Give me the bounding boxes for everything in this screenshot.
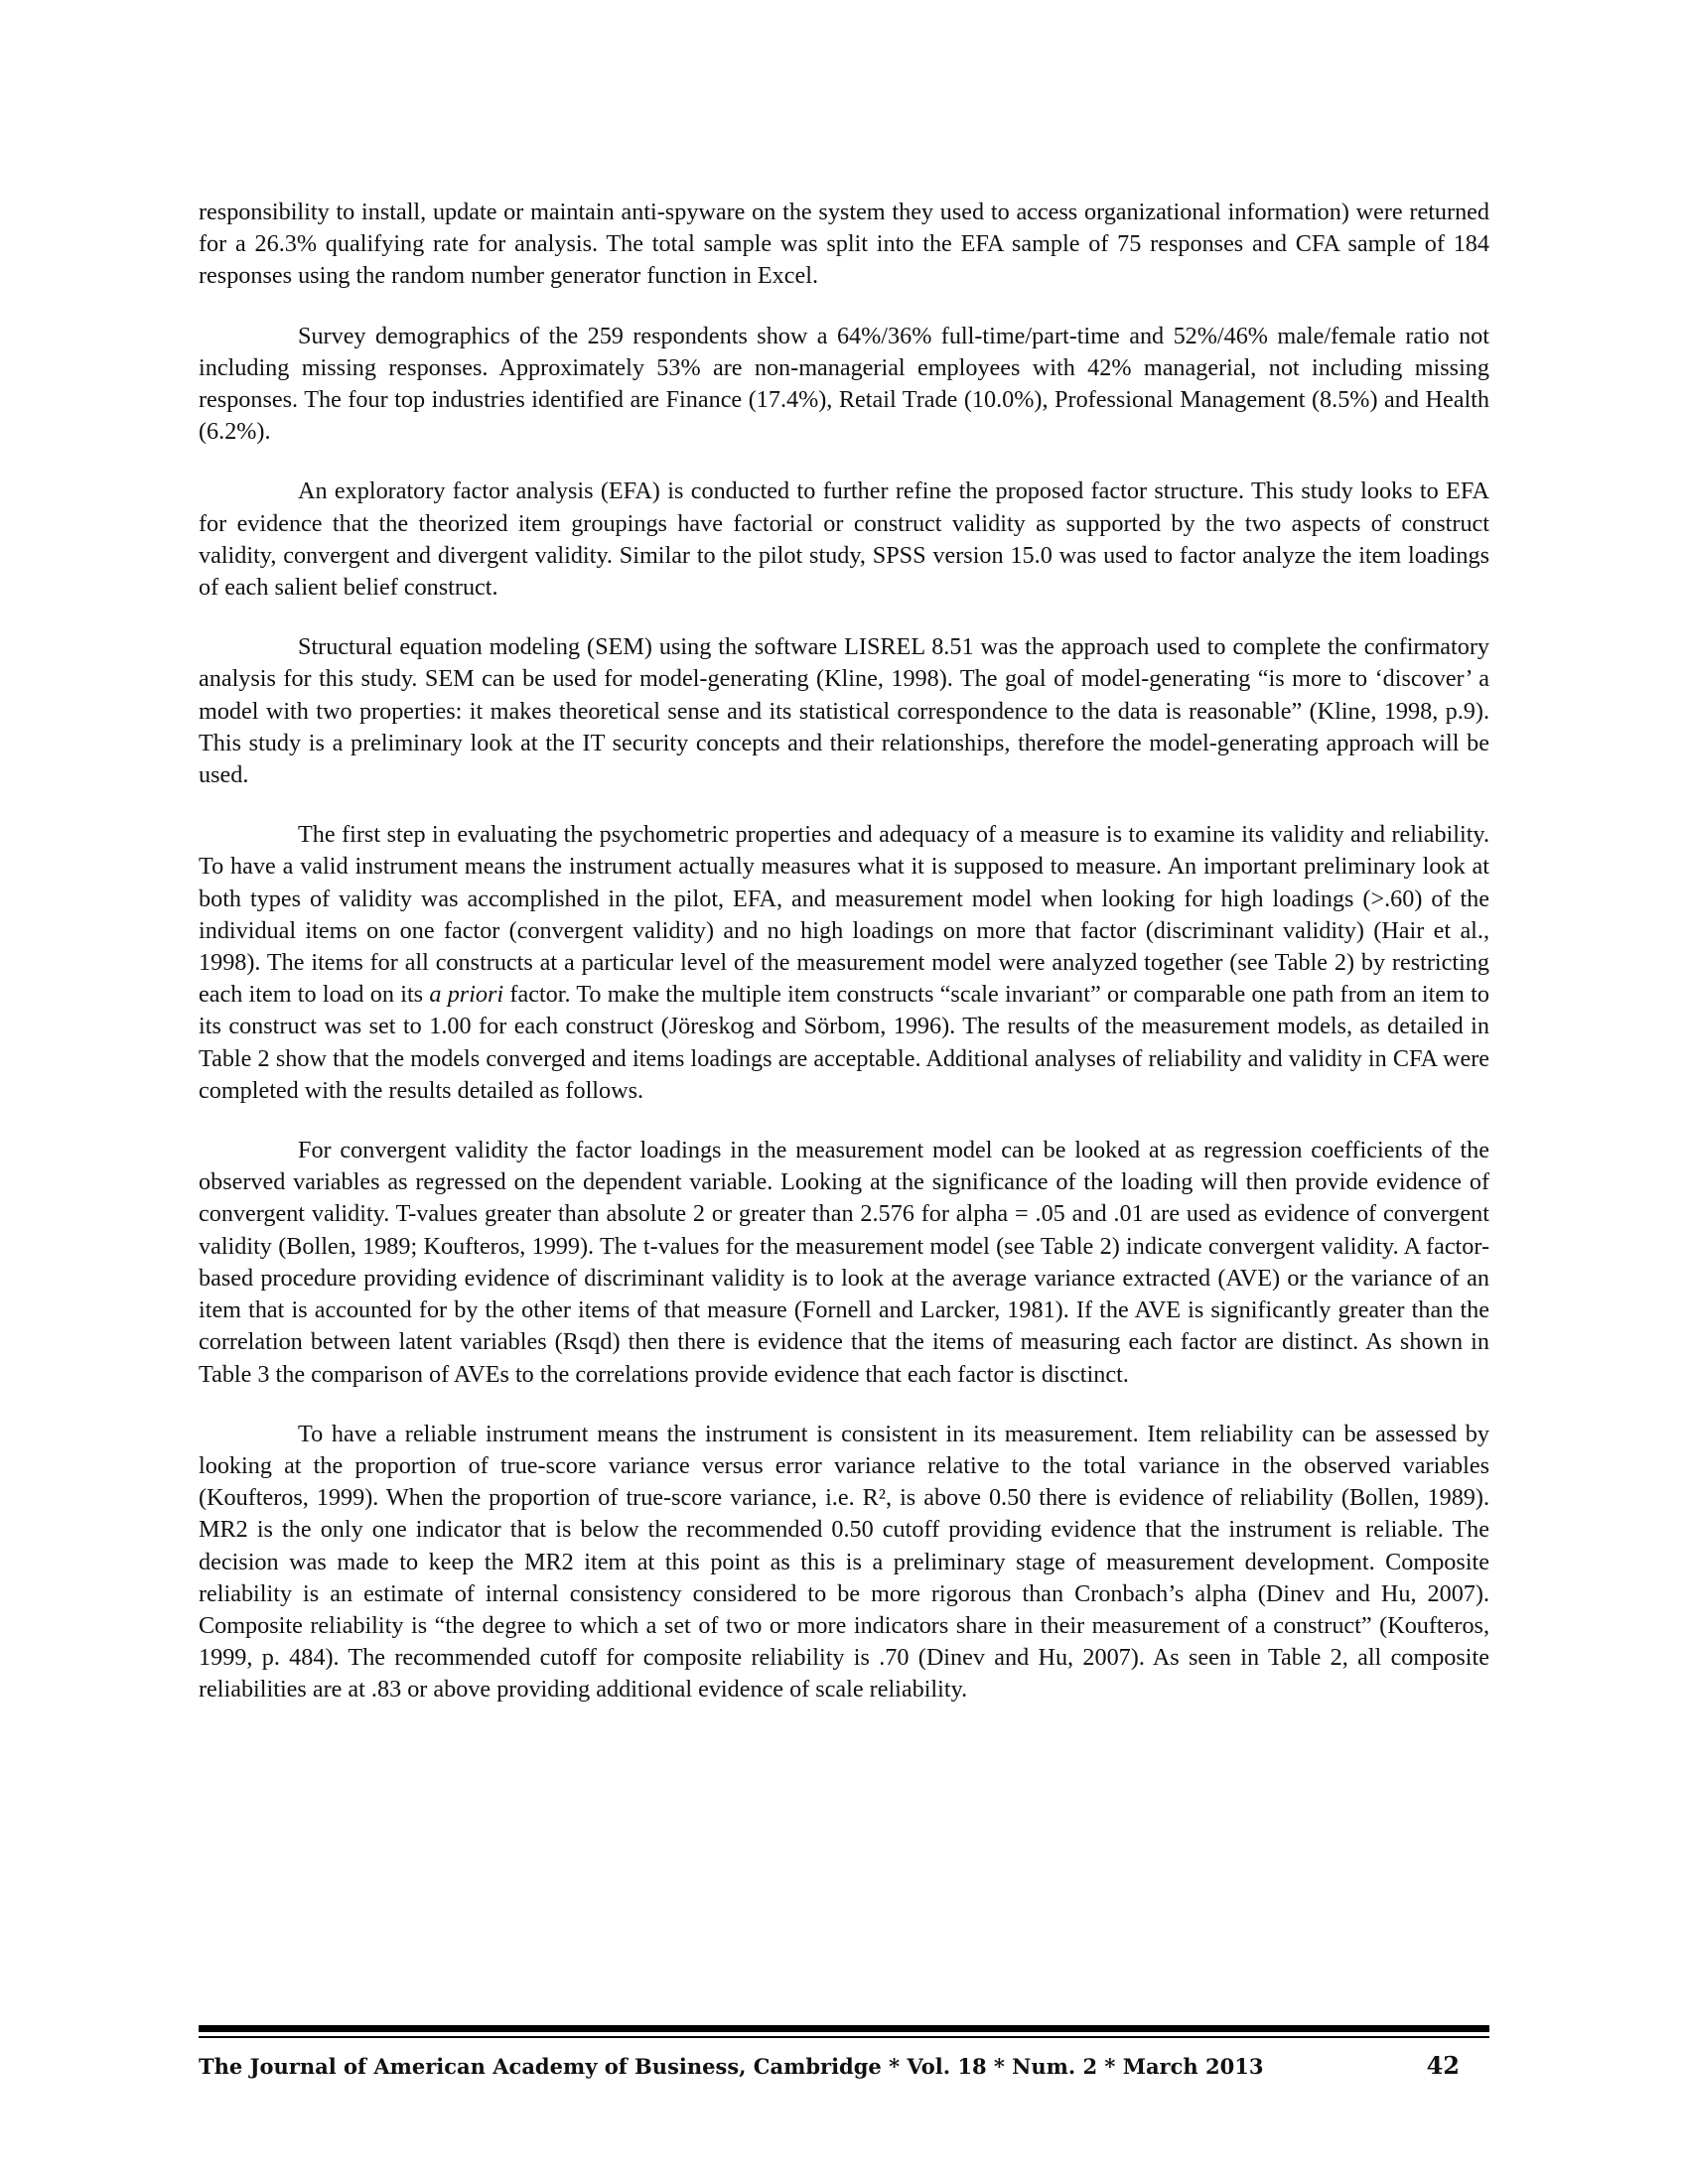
footer-page-number: 42 [1426,2051,1460,2080]
paragraph-2: Survey demographics of the 259 respondents show a 64%/36% full-time/part-time and 52%/46% male/female ratio not including missing responses. Approximately 53% are non-managerial employees with 42% managerial, not including missing responses. The four top industries identified are Finance (17.4%), Retail Trade (10.0%), Professional Management (8.5%) and Health (6.2%). [199,322,1489,446]
paragraph-6: For convergent validity the factor loadings in the measurement model can be looked at as regression coefficients of the observed variables as regressed on the dependent variable. Looking at the significance of the loading will then provide evidence of convergent validity. T-values greater than absolute 2 or greater than 2.576 for alpha = .05 and .01 are used as evidence of convergent validity (Bollen, 1989; Koufteros, 1999). The t-values for the measurement model (see Table 2) indicate convergent validity. A factor-based procedure providing evidence of discriminant validity is to look at the average variance extracted (AVE) or the variance of an item that is accounted for by the other items of that measure (Fornell and Larcker, 1981). If the AVE is significantly greater than the correlation between latent variables (Rsqd) then there is evidence that the items of measuring each factor are distinct. As shown in Table 3 the comparison of AVEs to the correlations provide evidence that each factor is disctinct. [199,1137,1489,1388]
paragraph-5-text-b: factor. To make the multiple item constructs “scale invariant” or comparable one path from an item to its construct was set to 1.00 for each construct (Jöreskog and Sörbom, 1996). The results of the measurement models, as detailed in Table 2 show that the models converged and items loadings are acceptable. Additional analyses of reliability and validity in CFA were completed with the results detailed as follows. [199,981,1489,1104]
footer-journal-citation: The Journal of American Academy of Business, Cambridge * Vol. 18 * Num. 2 * March 2013 [199,2054,1264,2079]
footer-rule-thick [199,2025,1489,2032]
paragraph-5 [199,819,1489,1107]
paragraph-3: An exploratory factor analysis (EFA) is conducted to further refine the proposed factor structure. This study looks to EFA for evidence that the theorized item groupings have factorial or construct validity as supported by the two aspects of construct validity, convergent and divergent validity. Similar to the pilot study, SPSS version 15.0 was used to factor analyze the item loadings of each salient belief construct. [199,478,1489,602]
footer-rule-thin [199,2036,1489,2038]
paragraph-7: To have a reliable instrument means the instrument is consistent in its measurement. Item reliability can be assessed by looking at the proportion of true-score variance versus error variance relative to the total variance in the observed variables (Koufteros, 1999). When the proportion of true-score variance, i.e. R², is above 0.50 there is evidence of reliability (Bollen, 1989). MR2 is the only one indicator that is below the recommended 0.50 cutoff providing evidence that the instrument is reliable. The decision was made to keep the MR2 item at this point as this is a preliminary stage of measurement development. Composite reliability is an estimate of internal consistency considered to be more rigorous than Cronbach’s alpha (Dinev and Hu, 2007). Composite reliability is “the degree to which a set of two or more indicators share in their measurement of a construct” (Koufteros, 1999, p. 484). The recommended cutoff for composite reliability is .70 (Dinev and Hu, 2007). As seen in Table 2, all composite reliabilities are at .83 or above providing additional evidence of scale reliability. [199,1420,1489,1704]
body-text [199,197,1489,1734]
paragraph-4: Structural equation modeling (SEM) using the software LISREL 8.51 was the approach used to complete the confirmatory analysis for this study. SEM can be used for model-generating (Kline, 1998). The goal of model-generating “is more to ‘discover’ a model with two properties: it makes theoretical sense and its statistical correspondence to the data is reasonable” (Kline, 1998, p.9). This study is a preliminary look at the IT security concepts and their relationships, therefore the model-generating approach will be used. [199,633,1489,789]
paragraph-5-italic: a priori [429,981,504,1009]
paragraph-1: responsibility to install, update or maintain anti-spyware on the system they used to access organizational information) were returned for a 26.3% qualifying rate for analysis. The total sample was split into the EFA sample of 75 responses and CFA sample of 184 responses using the random number generator function in Excel. [199,199,1489,290]
paragraph-5-text-a: The first step in evaluating the psychometric properties and adequacy of a measure is to examine its validity and reliability. To have a valid instrument means the instrument actually measures what it is supposed to measure. An important preliminary look at both types of validity was accomplished in the pilot, EFA, and measurement model when looking for high loadings (>.60) of the individual items on one factor (convergent validity) and no high loadings on more that factor (discriminant validity) (Hair et al., 1998). The items for all constructs at a particular level of the measurement model were analyzed together (see Table 2) by restricting each item to load on its [199,821,1489,1009]
